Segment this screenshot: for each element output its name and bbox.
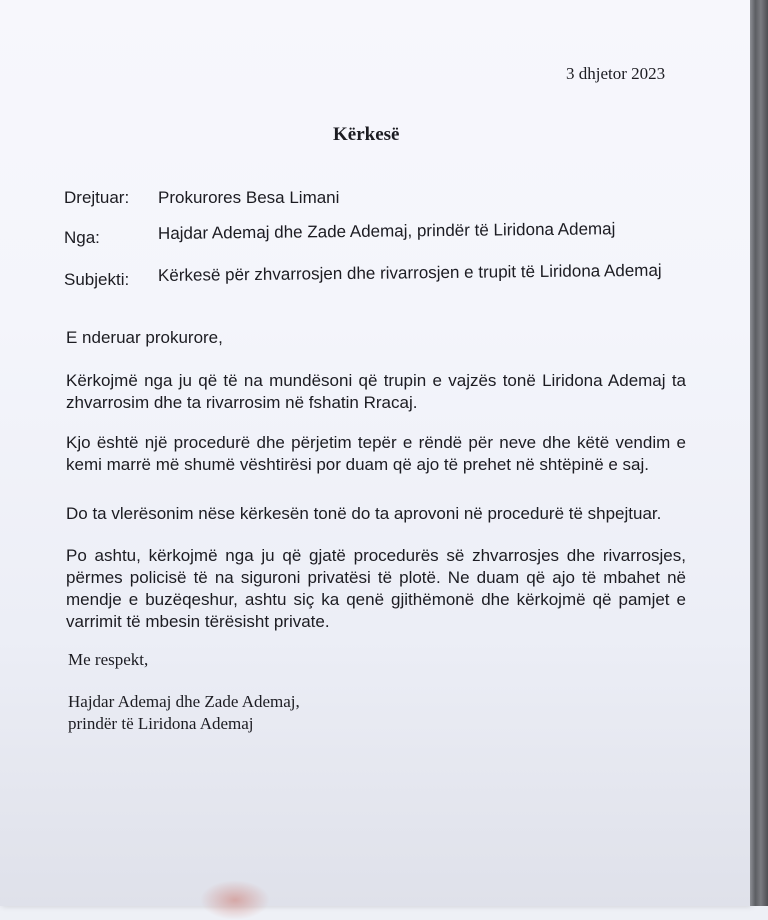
paragraph-3: Do ta vlerësonim nëse kërkesën tonë do ta aprovoni në procedurë të shpejtuar. [66, 504, 662, 523]
closing: Me respekt, [68, 650, 149, 669]
paragraph-1: Kërkojmë nga ju që të na mundësoni që trupin e vajzës tonë Liridona Ademaj ta zhvarrosim dhe ta rivarrosim në fshatin Rracaj. [66, 371, 686, 412]
subject-label: Subjekti: [64, 270, 130, 289]
signature-line-2: prindër të Liridona Ademaj [68, 714, 254, 733]
to-label: Drejtuar: [64, 188, 130, 207]
finger-blur [200, 880, 270, 920]
paragraph-4: Po ashtu, kërkojmë nga ju që gjatë procedurës së zhvarrosjes dhe rivarrosjes, përmes policisë të na siguroni privatësi të plotë. Ne duam që ajo të mbahet në mendje e buzëqeshur, ashtu siç ka qenë gjithëmonë dhe kërkojmë që pamjet e varrimit të mbesin tërësisht private. [66, 546, 686, 631]
salutation: E nderuar prokurore, [66, 328, 223, 347]
page-edge-shadow [750, 0, 768, 906]
signature-line-1: Hajdar Ademaj dhe Zade Ademaj, [68, 692, 300, 711]
to-value: Prokurores Besa Limani [158, 188, 340, 207]
from-value: Hajdar Ademaj dhe Zade Ademaj, prindër të Liridona Ademaj [157, 219, 616, 243]
subject-value: Kërkesë për zhvarrosjen dhe rivarrosjen e trupit të Liridona Ademaj [157, 260, 662, 285]
from-label: Nga: [64, 228, 100, 247]
letter-title: Kërkesë [333, 124, 400, 145]
paragraph-2: Kjo është një procedurë dhe përjetim tepër e rëndë për neve dhe këtë vendim e kemi marrë më shumë vështirësi por duam që ajo të prehet në shtëpinë e saj. [66, 433, 686, 474]
letter-date: 3 dhjetor 2023 [566, 64, 666, 83]
